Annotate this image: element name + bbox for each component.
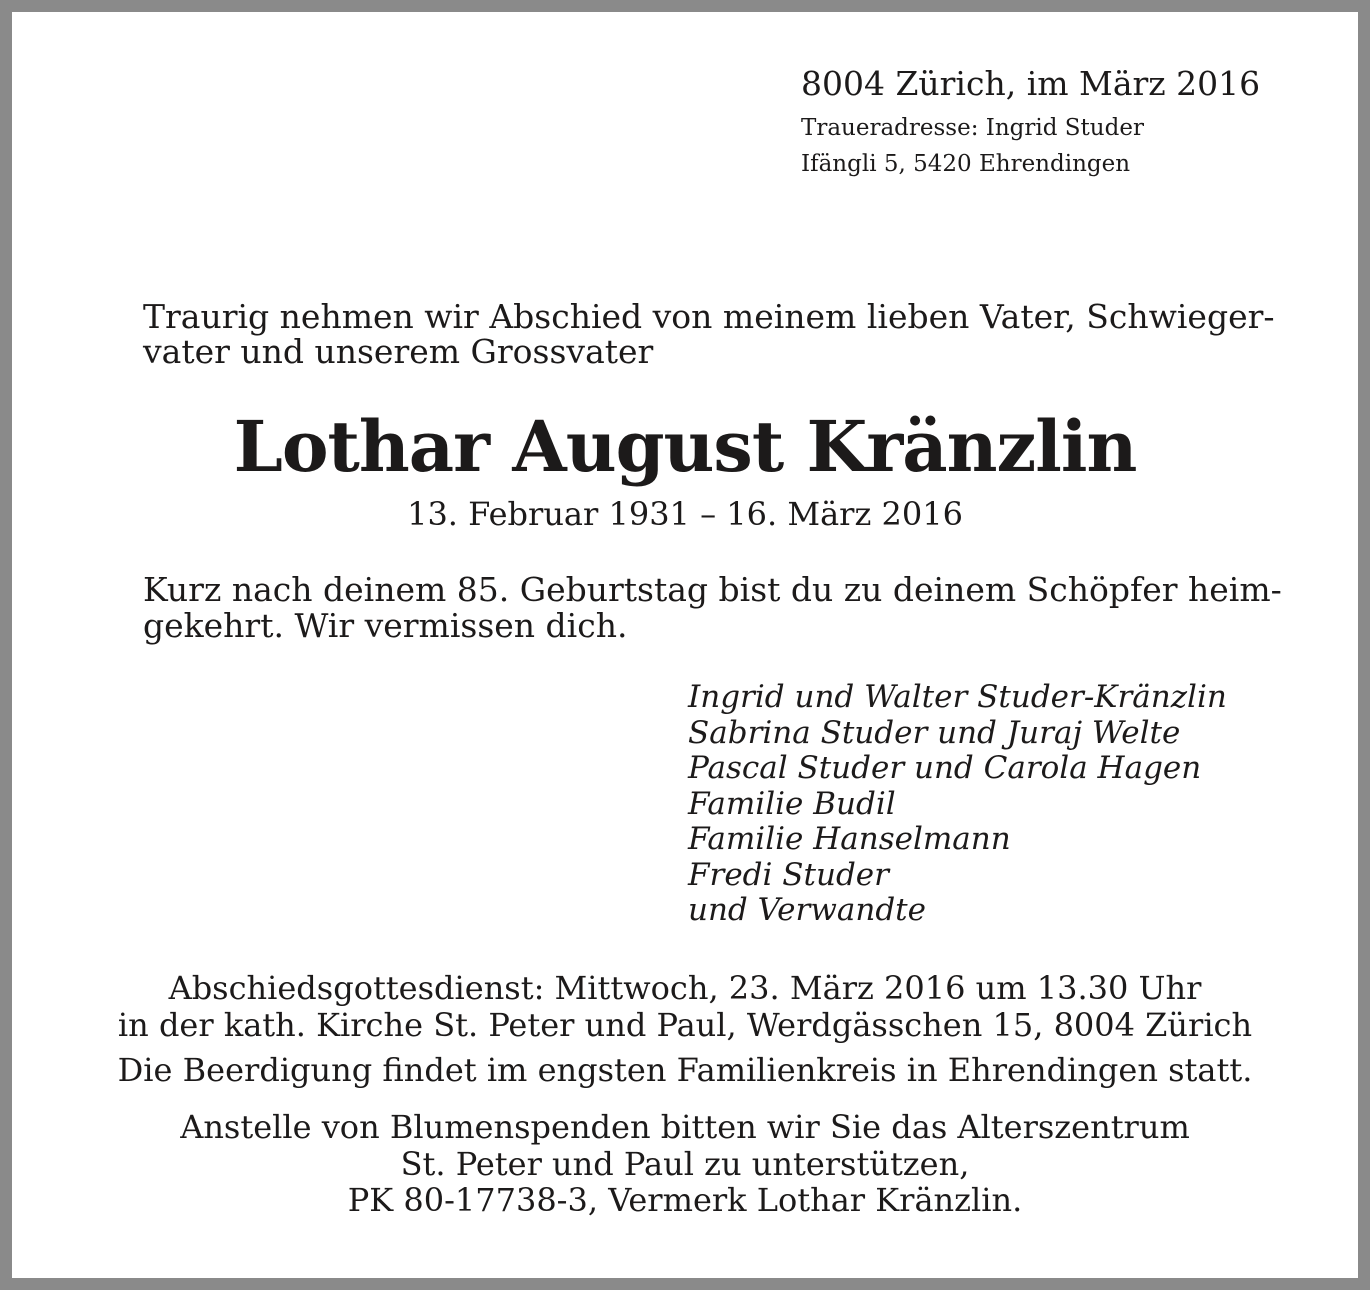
mourner-name: Ingrid und Walter Studer-Kränzlin (688, 679, 1227, 715)
donation-line-2: St. Peter und Paul zu unterstützen, (400, 1145, 970, 1183)
service-time: Abschiedsgottesdienst: Mittwoch, 23. März 2016 um 13.30 Uhr (168, 969, 1202, 1007)
obituary-notice (12, 12, 1358, 1278)
mourner-name: Familie Hanselmann (688, 821, 1011, 857)
mourner-name: und Verwandte (688, 892, 926, 928)
service-location: in der kath. Kirche St. Peter und Paul, Werdgässchen 15, 8004 Zürich (117, 1006, 1253, 1044)
burial-note: Die Beerdigung findet im engsten Familienkreis in Ehrendingen statt. (117, 1051, 1253, 1089)
verse-line-1: Kurz nach deinem 85. Geburtstag bist du zu deinem Schöpfer heim- (143, 570, 1282, 609)
place-date: 8004 Zürich, im März 2016 (801, 64, 1261, 103)
mourning-address-label: Traueradresse: Ingrid Studer (801, 115, 1144, 141)
mourner-name: Fredi Studer (688, 856, 889, 893)
life-dates: 13. Februar 1931 – 16. März 2016 (407, 495, 963, 533)
mourner-name: Sabrina Studer und Juraj Welte (688, 714, 1181, 751)
verse-line-2: gekehrt. Wir vermissen dich. (143, 606, 628, 645)
mourner-name: Familie Budil (688, 785, 896, 822)
deceased-name: Lothar August Kränzlin (233, 405, 1137, 488)
donation-line-1: Anstelle von Blumenspenden bitten wir Sie das Alterszentrum (180, 1108, 1190, 1146)
mourners-list (688, 680, 1227, 929)
mourner-name: Pascal Studer und Carola Hagen (688, 750, 1202, 786)
intro-line-2: vater und unserem Grossvater (143, 332, 654, 371)
mourning-address-street: Ifängli 5, 5420 Ehrendingen (801, 151, 1131, 177)
donation-account: PK 80-17738-3, Vermerk Lothar Kränzlin. (347, 1181, 1023, 1219)
intro-line-1: Traurig nehmen wir Abschied von meinem lieben Vater, Schwieger- (143, 297, 1275, 336)
